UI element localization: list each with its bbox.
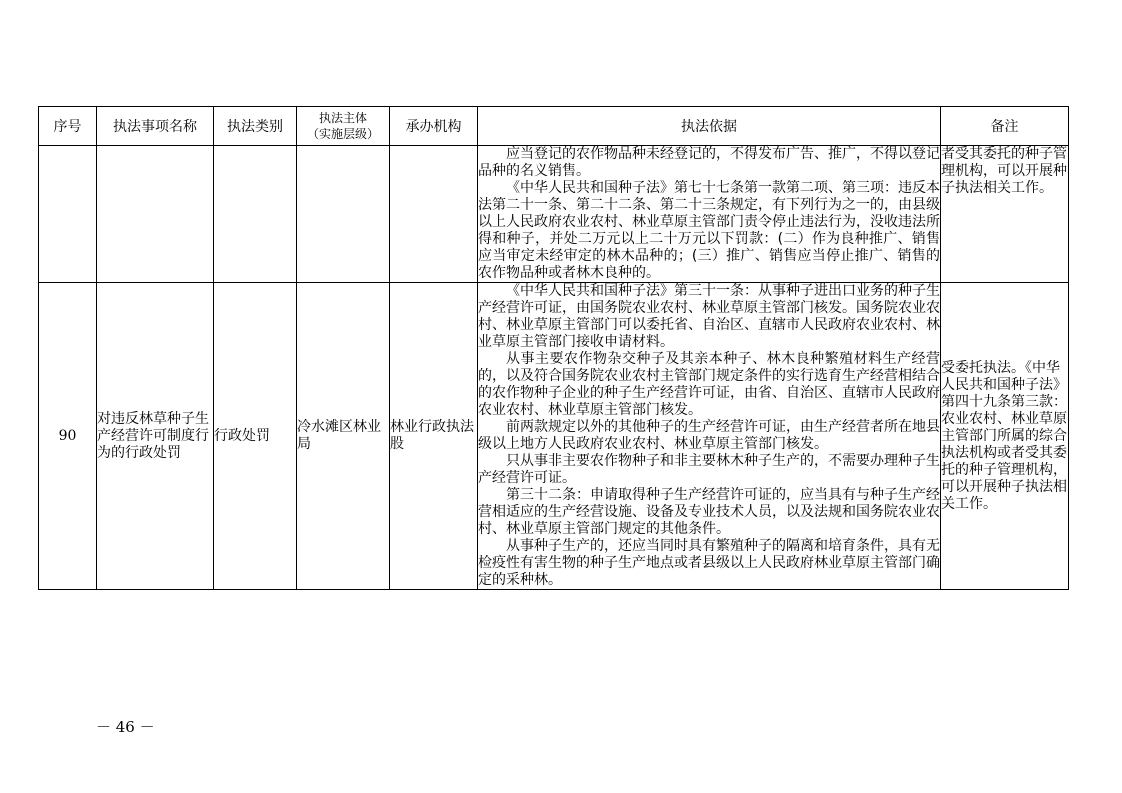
table-row <box>39 283 1069 590</box>
row-seq: 90 <box>39 283 97 590</box>
table-row-continued <box>39 146 1069 283</box>
row-subject: 冷水滩区林业局 <box>297 283 390 590</box>
basis-paragraph: 前两款规定以外的其他种子的生产经营许可证，由生产经营者所在地县级以上地方人民政府农业农村、林业草原主管部门核发。 <box>478 419 940 452</box>
basis-paragraph: 《中华人民共和国种子法》第三十一条：从事种子进出口业务的种子生产经营许可证，由国务院农业农村、林业草原主管部门核发。国务院农业农村、林业草原主管部门可以委托省、自治区、直辖市人民政府农业农村、林业草原主管部门接收申请材料。 <box>478 283 940 350</box>
header-category: 执法类别 <box>214 107 297 146</box>
basis-paragraph: 从事主要农作物杂交种子及其亲本种子、林木良种繁殖材料生产经营的，以及符合国务院农业农村主管部门规定条件的实行选育生产经营相结合的农作物种子企业的种子生产经营许可证，由省、自治区、直辖市人民政府农业农村、林业草原主管部门核发。 <box>478 351 940 418</box>
row-agency: 林业行政执法股 <box>390 283 478 590</box>
row-item-name: 对违反林草种子生产经营许可制度行为的行政处罚 <box>97 283 214 590</box>
basis-paragraph: 应当登记的农作物品种未经登记的，不得发布广告、推广，不得以登记品种的名义销售。 <box>478 146 940 179</box>
basis-paragraph: 只从事非主要农作物种子和非主要林木种子生产的，不需要办理种子生产经营许可证。 <box>478 453 940 486</box>
header-row <box>39 107 1069 146</box>
row-remarks: 受委托执法。《中华人民共和国种子法》第四十九条第三款：农业农村、林业草原主管部门所属的综合执法机构或者受其委托的种子管理机构，可以开展种子执法相关工作。 <box>941 283 1069 590</box>
continued-basis-cell <box>478 146 941 283</box>
basis-paragraph: 《中华人民共和国种子法》第七十七条第一款第二项、第三项：违反本法第二十一条、第二十二条、第二十三条规定，有下列行为之一的，由县级以上人民政府农业农村、林业草原主管部门责令停止违法行为，没收违法所得和种子，并处二万元以上二十万元以下罚款：(二）作为良种推广、销售应当审定未经审定的林木品种的；(三）推广、销售应当停止推广、销售的农作物品种或者林木良种的。 <box>478 180 940 281</box>
header-basis: 执法依据 <box>478 107 941 146</box>
header-item-name: 执法事项名称 <box>97 107 214 146</box>
row-basis-cell <box>478 283 941 590</box>
header-remarks: 备注 <box>941 107 1069 146</box>
row-category: 行政处罚 <box>214 283 297 590</box>
header-subject-line2: （实施层级） <box>306 127 379 141</box>
enforcement-table <box>38 106 1069 590</box>
basis-paragraph: 第三十二条：申请取得种子生产经营许可证的，应当具有与种子生产经营相适应的生产经营设施、设备及专业技术人员，以及法规和国务院农业农村、林业草原主管部门规定的其他条件。 <box>478 487 940 537</box>
basis-paragraph: 从事种子生产的，还应当同时具有繁殖种子的隔离和培育条件，具有无检疫性有害生物的种子生产地点或者县级以上人民政府林业草原主管部门确定的采种林。 <box>478 538 940 588</box>
header-subject <box>297 107 390 146</box>
header-seq: 序号 <box>39 107 97 146</box>
continued-remarks-cell: 者受其委托的种子管理机构，可以开展种子执法相关工作。 <box>941 146 1069 283</box>
header-subject-line1: 执法主体 <box>318 111 367 125</box>
page-number: － 46 － <box>96 718 155 736</box>
header-agency: 承办机构 <box>390 107 478 146</box>
